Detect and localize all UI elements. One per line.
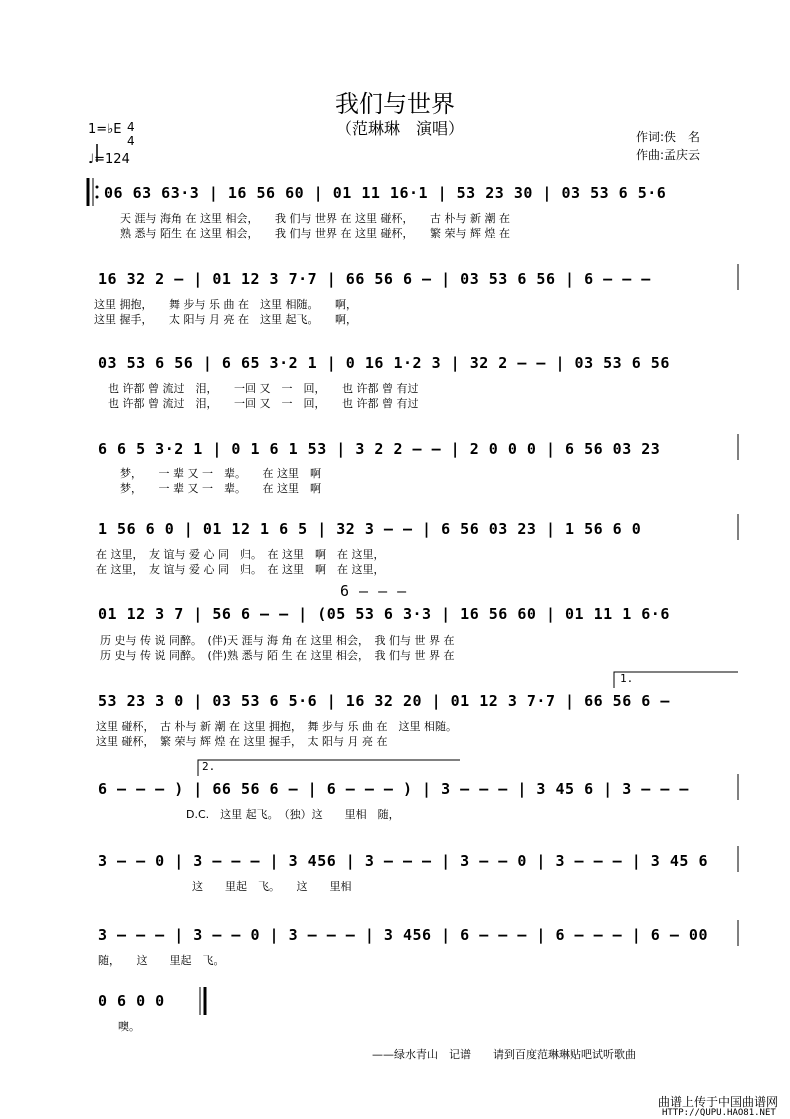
system-1-notes: 06 63 63·3 | 16 56 60 | 01 11 16·1 | 53 23 30 | 03 53 6 5·6 — [104, 184, 667, 202]
time-signature-bottom: 4 — [127, 134, 135, 148]
system-8-lyrics: D.C. 这里 起飞。 （独）这 里相 随， — [186, 808, 400, 821]
system-5-notes: 1 56 6 0 | 01 12 1 6 5 | 32 3 – – | 6 56 03 23 | 1 56 6 0 — [98, 520, 642, 538]
system-6-lyrics-verse2: 历 史与 传 说 同醉。 (伴)熟 悉与 陌 生 在 这里 相会， 我 们与 世 界 在 — [100, 649, 455, 662]
system-2-lyrics-verse2: 这里 握手， 太 阳与 月 亮 在 这里 起飞。 啊， — [94, 313, 357, 326]
system-5-lyrics-verse1: 在 这里， 友 谊与 爱 心 同 归。 在 这里 啊 在 这里， — [96, 548, 385, 561]
system-6-upper-notes: 6 – – – — [340, 582, 407, 600]
system-5-lyrics-verse2: 在 这里， 友 谊与 爱 心 同 归。 在 这里 啊 在 这里， — [96, 563, 385, 576]
system-3-notes: 03 53 6 56 | 6 65 3·2 1 | 0 16 1·2 3 | 32 2 – – | 03 53 6 56 — [98, 354, 670, 372]
site-watermark: 曲谱上传于中国曲谱网 — [658, 1095, 779, 1109]
time-signature-top: 4 — [127, 120, 135, 134]
volta-1-label: 1. — [620, 672, 634, 685]
system-2-notes: 16 32 2 – | 01 12 3 7·7 | 66 56 6 – | 03 53 6 56 | 6 – – – — [98, 270, 651, 288]
system-9-notes: 3 – – 0 | 3 – – – | 3 456 | 3 – – – | 3 – – 0 | 3 – – – | 3 45 6 — [98, 852, 708, 870]
system-7-lyrics-verse1: 这里 碰杯， 古 朴与 新 潮 在 这里 拥抱， 舞 步与 乐 曲 在 这里 相随。 — [96, 720, 457, 733]
system-10-lyrics: 随， 这 里起 飞。 — [98, 954, 225, 967]
system-11-lyrics: 噢。 — [118, 1020, 140, 1033]
system-7-lyrics-verse2: 这里 碰杯， 繁 荣与 辉 煌 在 这里 握手， 太 阳与 月 亮 在 — [96, 735, 388, 748]
system-8-notes: 6 – – – ) | 66 56 6 – | 6 – – – ) | 3 – – – | 3 45 6 | 3 – – – — [98, 780, 689, 798]
system-6-lyrics-verse1: 历 史与 传 说 同醉。 (伴)天 涯与 海 角 在 这里 相会， 我 们与 世 界 在 — [100, 634, 455, 647]
key-signature: 1=♭E — [88, 122, 122, 137]
system-4-notes: 6 6 5 3·2 1 | 0 1 6 1 53 | 3 2 2 – – | 2 0 0 0 | 6 56 03 23 — [98, 440, 661, 458]
lyricist-credit: 作词:佚 名 — [636, 130, 701, 144]
tempo-marking: ♩=124 — [88, 152, 130, 167]
system-1-lyrics-verse1: 天 涯与 海角 在 这里 相会， 我 们与 世界 在 这里 碰杯， 古 朴与 新 潮 在 — [120, 212, 510, 225]
system-6-notes: 01 12 3 7 | 56 6 – – | (05 53 6 3·3 | 16 56 60 | 01 11 1 6·6 — [98, 605, 670, 623]
system-3-lyrics-verse1: 也 许都 曾 流过 泪， 一回 又 一 回， 也 许都 曾 有过 — [108, 382, 419, 395]
system-4-lyrics-verse2: 梦， 一 辈 又 一 辈。 在 这里 啊 — [120, 482, 321, 495]
song-title: 我们与世界 — [335, 90, 455, 118]
system-2-lyrics-verse1: 这里 拥抱， 舞 步与 乐 曲 在 这里 相随。 啊， — [94, 298, 357, 311]
composer-credit: 作曲:孟庆云 — [636, 148, 701, 162]
system-3-lyrics-verse2: 也 许都 曾 流过 泪， 一回 又 一 回， 也 许都 曾 有过 — [108, 397, 419, 410]
system-7-notes: 53 23 3 0 | 03 53 6 5·6 | 16 32 20 | 01 12 3 7·7 | 66 56 6 – — [98, 692, 670, 710]
system-4-lyrics-verse1: 梦， 一 辈 又 一 辈。 在 这里 啊 — [120, 467, 321, 480]
performer-subtitle: （范琳琳 演唱） — [335, 119, 464, 138]
system-11-notes: 0 6 0 0 — [98, 992, 165, 1010]
site-watermark-url: HTTP://QUPU.HAO81.NET — [662, 1108, 776, 1118]
transcriber-footer: ——绿水青山 记谱 请到百度范琳琳贴吧试听歌曲 — [372, 1048, 636, 1061]
system-1-lyrics-verse2: 熟 悉与 陌生 在 这里 相会， 我 们与 世界 在 这里 碰杯， 繁 荣与 辉 煌 在 — [120, 227, 510, 240]
volta-2-label: 2. — [202, 760, 216, 773]
system-9-lyrics: 这 里起 飞。 这 里相 — [192, 880, 352, 893]
system-10-notes: 3 – – – | 3 – – 0 | 3 – – – | 3 456 | 6 – – – | 6 – – – | 6 – 00 — [98, 926, 708, 944]
